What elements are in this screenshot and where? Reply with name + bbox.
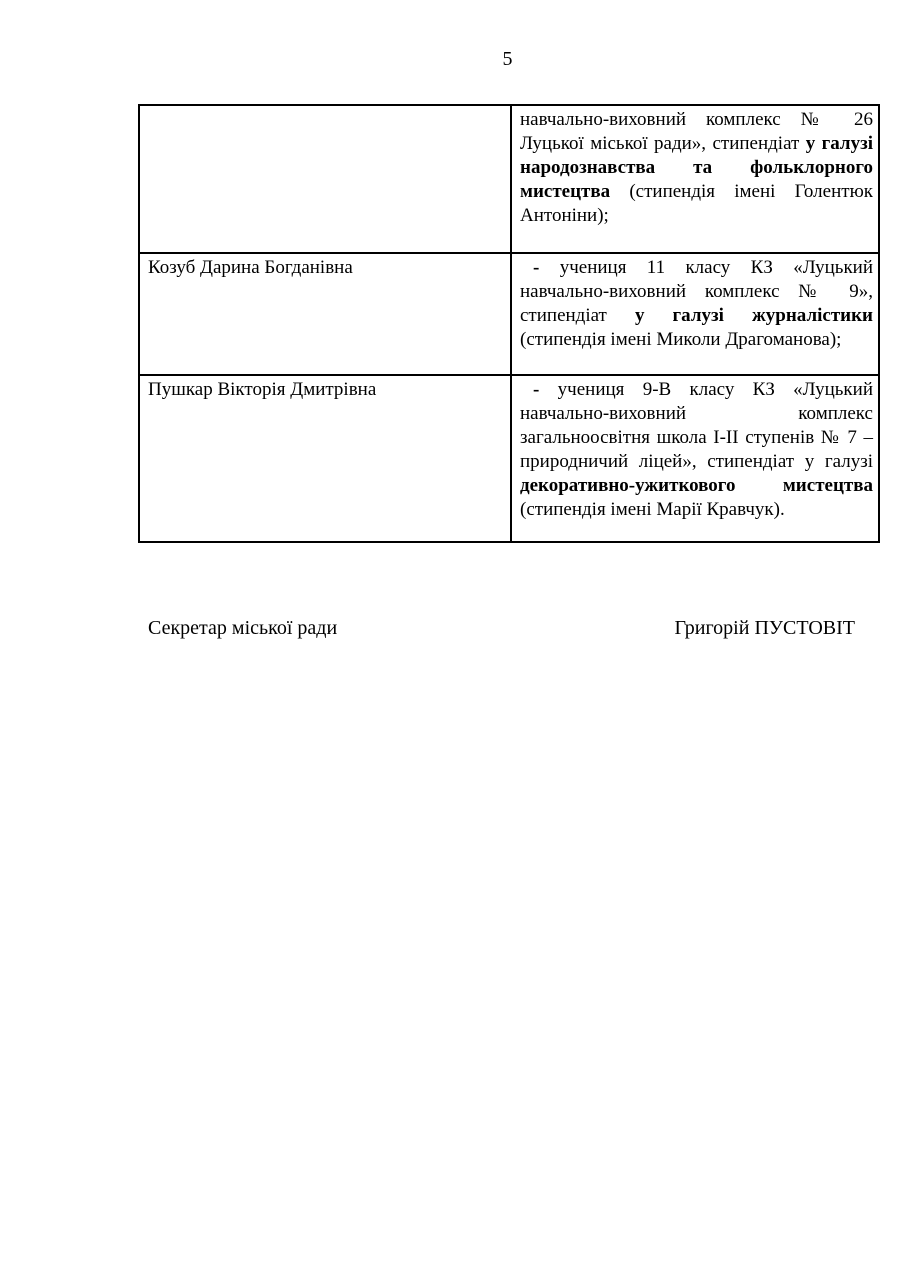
table-row (139, 105, 879, 253)
stipend-recipients-table (138, 104, 880, 543)
description-bold-segment: у галузі народознавства та фольклорного мистецтва (520, 133, 873, 202)
description-cell (511, 105, 879, 253)
description-segment: навчально-виховний комплекс № 26 Луцької міської ради», стипендіат (520, 109, 873, 154)
description-bold-segment: декоративно-ужиткового мистецтва (520, 475, 873, 496)
description-segment: учениця 11 класу КЗ «Луцький навчально-виховний комплекс № 9», стипендіат (520, 257, 874, 326)
description-text (520, 256, 873, 352)
signature-block (148, 616, 855, 640)
description-segment: (стипендія імені Марії Кравчук). (520, 499, 785, 520)
table-body (139, 105, 879, 542)
description-cell (511, 253, 879, 375)
description-bold-segment: - (533, 379, 558, 400)
description-segment: (стипендія імені Голентюк Антоніни); (520, 181, 873, 226)
student-name-cell (139, 105, 511, 253)
student-name-cell: Козуб Дарина Богданівна (139, 253, 511, 375)
description-text (520, 378, 873, 522)
signature-title: Секретар міської ради (148, 617, 338, 639)
description-segment: (стипендія імені Миколи Драгоманова); (520, 329, 842, 350)
table-row (139, 375, 879, 542)
page-number: 5 (502, 48, 513, 70)
table-row (139, 253, 879, 375)
description-bold-segment: у галузі журналістики (634, 305, 873, 326)
signature-name: Григорій ПУСТОВІТ (674, 617, 855, 639)
description-cell (511, 375, 879, 542)
description-segment: учениця 9-В класу КЗ «Луцький навчально-виховний комплекс загальноосвітня школа І-ІІ ступенів № 7 – природничий ліцей», стипендіат у галузі (520, 379, 873, 472)
description-text (520, 108, 873, 228)
description-bold-segment: - (533, 257, 560, 278)
student-name-cell: Пушкар Вікторія Дмитрівна (139, 375, 511, 542)
